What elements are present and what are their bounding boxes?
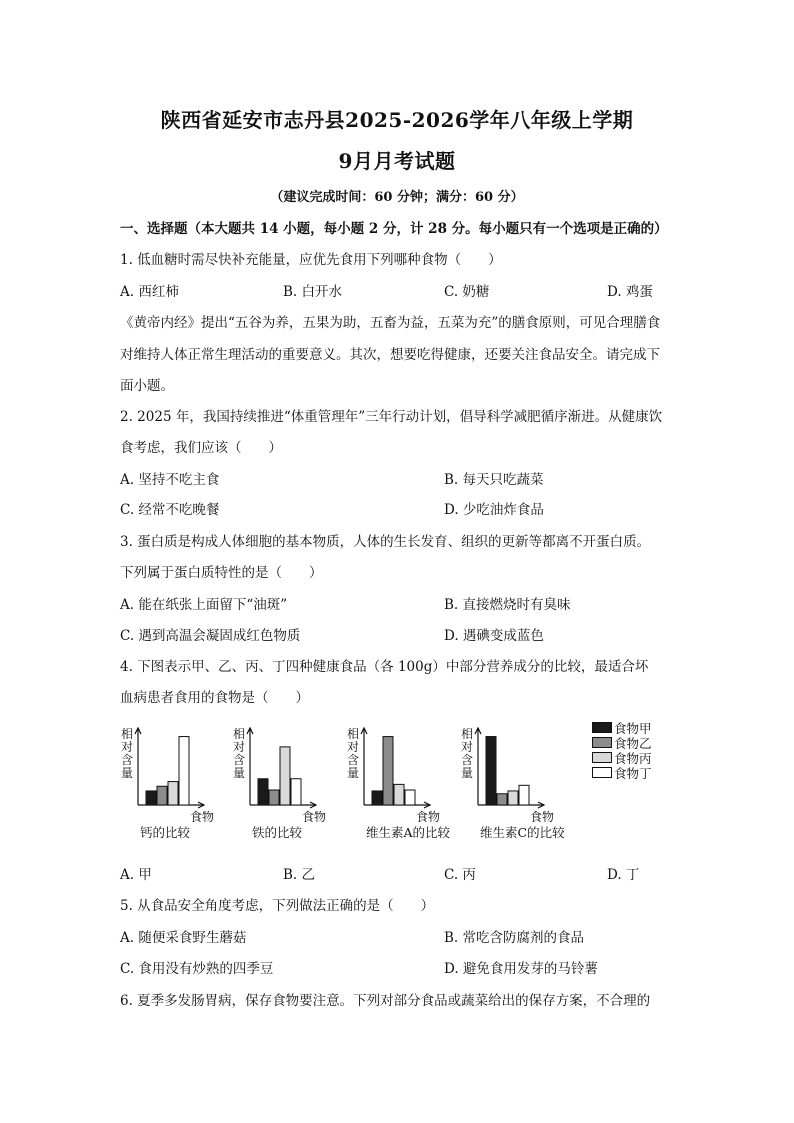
legend-swatch-bing <box>592 752 612 763</box>
q4-option-d: D. 丁 <box>607 867 640 883</box>
chart-4-caption: 维生素C的比较 <box>480 825 565 840</box>
chart-2-svg <box>230 722 342 852</box>
chart-4-xlabel: 食物 <box>530 810 555 824</box>
chart-1-xlabel: 食物 <box>190 810 215 824</box>
q2-option-b: B. 每天只吃蔬菜 <box>444 472 544 488</box>
chart-1 <box>118 722 230 856</box>
q4-option-c: C. 丙 <box>444 867 476 883</box>
question-3-stem-line-2: 下列属于蛋白质特性的是（ ） <box>120 565 323 581</box>
page-subtitle: 9月月考试题 <box>338 149 456 173</box>
legend-swatch-ding <box>592 767 612 778</box>
q2-option-a: A. 坚持不吃主食 <box>120 472 220 488</box>
chart-4-svg <box>458 722 570 852</box>
q3-option-d: D. 遇碘变成蓝色 <box>444 628 544 644</box>
chart-4-bar-2 <box>497 794 507 805</box>
chart-3-bar-1 <box>372 791 382 805</box>
section-heading: 一、选择题（本大题共 14 小题，每小题 2 分，计 28 分。每小题只有一个选项是正确的） <box>120 221 668 237</box>
chart-1-ylabel: 相对含量 <box>121 727 134 780</box>
question-4-stem-line-1: 4. 下图表示甲、乙、丙、丁四种健康食品（各 100g）中部分营养成分的比较，最适合坏 <box>120 659 649 675</box>
chart-4-bar-3 <box>508 791 518 805</box>
chart-1-bar-1 <box>146 791 156 805</box>
chart-3 <box>344 722 456 856</box>
chart-3-bar-2 <box>383 737 393 805</box>
chart-1-caption: 钙的比较 <box>140 825 191 840</box>
chart-legend <box>592 720 652 780</box>
exam-meta: （建议完成时间：60 分钟；满分：60 分） <box>270 190 524 205</box>
passage-line-3: 面小题。 <box>120 378 174 394</box>
q1-option-c: C. 奶糖 <box>444 284 490 300</box>
chart-4-ylabel: 相对含量 <box>461 727 474 780</box>
question-5-stem: 5. 从食品安全角度考虑，下列做法正确的是（ ） <box>120 898 435 914</box>
chart-1-bar-2 <box>157 786 167 805</box>
chart-4 <box>458 722 570 856</box>
q5-option-a: A. 随便采食野生蘑菇 <box>120 930 247 946</box>
q5-option-d: D. 避免食用发芽的马铃薯 <box>444 961 598 977</box>
question-6-stem: 6. 夏季多发肠胃病，保存食物要注意。下列对部分食品或蔬菜给出的保存方案，不合理的 <box>120 993 651 1009</box>
legend-label-ding: 食物丁 <box>614 765 652 781</box>
q4-option-a: A. 甲 <box>120 867 152 883</box>
q3-option-a: A. 能在纸张上面留下“油斑” <box>120 597 288 613</box>
q1-option-d: D. 鸡蛋 <box>607 284 653 300</box>
chart-2-caption: 铁的比较 <box>252 825 303 840</box>
chart-1-svg <box>118 722 230 852</box>
q1-option-a: A. 西红柿 <box>120 284 179 300</box>
chart-3-svg <box>344 722 456 852</box>
chart-3-ylabel: 相对含量 <box>347 727 360 780</box>
chart-3-bar-4 <box>405 790 415 805</box>
q2-option-d: D. 少吃油炸食品 <box>444 502 544 518</box>
question-2-stem-line-1: 2. 2025 年，我国持续推进“体重管理年”三年行动计划，倡导科学减肥循序渐进。从健康饮 <box>120 409 663 425</box>
question-2-stem-line-2: 食考虑，我们应该（ ） <box>120 440 282 456</box>
chart-2-xlabel: 食物 <box>302 810 327 824</box>
chart-2-bar-4 <box>291 779 301 805</box>
q5-option-c: C. 食用没有炒熟的四季豆 <box>120 961 274 977</box>
chart-1-bar-4 <box>179 737 189 805</box>
q1-option-b: B. 白开水 <box>283 284 343 300</box>
chart-2-bar-1 <box>258 779 268 805</box>
chart-1-bar-3 <box>168 782 178 805</box>
question-4-stem-line-2: 血病患者食用的食物是（ ） <box>120 690 309 706</box>
legend-label-bing: 食物丙 <box>614 750 652 766</box>
chart-4-bar-4 <box>519 785 529 805</box>
chart-2-ylabel: 相对含量 <box>233 727 246 780</box>
chart-2 <box>230 722 342 856</box>
page-title: 陕西省延安市志丹县2025-2026学年八年级上学期 <box>160 108 634 132</box>
legend-label-yi: 食物乙 <box>614 735 652 751</box>
chart-3-caption: 维生素A的比较 <box>366 825 451 840</box>
passage-line-1: 《黄帝内经》提出“五谷为养，五果为助，五畜为益，五菜为充”的膳食原则，可见合理膳食 <box>120 315 661 331</box>
legend-swatch-yi <box>592 737 612 748</box>
legend-swatch-jia <box>592 722 612 733</box>
chart-4-bar-1 <box>486 737 496 805</box>
passage-line-2: 对维持人体正常生理活动的重要意义。其次，想要吃得健康，还要关注食品安全。请完成下 <box>120 347 660 363</box>
chart-3-bar-3 <box>394 784 404 805</box>
q5-option-b: B. 常吃含防腐剂的食品 <box>444 930 585 946</box>
q3-option-b: B. 直接燃烧时有臭味 <box>444 597 571 613</box>
legend-item-ding <box>592 765 652 780</box>
question-1-stem: 1. 低血糖时需尽快补充能量，应优先食用下列哪种食物（ ） <box>120 252 502 268</box>
chart-3-xlabel: 食物 <box>416 810 441 824</box>
q3-option-c: C. 遇到高温会凝固成红色物质 <box>120 628 301 644</box>
q4-option-b: B. 乙 <box>283 867 316 883</box>
chart-2-bar-3 <box>280 747 290 805</box>
question-3-stem-line-1: 3. 蛋白质是构成人体细胞的基本物质，人体的生长发育、组织的更新等都离不开蛋白质。 <box>120 534 651 550</box>
legend-label-jia: 食物甲 <box>614 720 652 736</box>
q2-option-c: C. 经常不吃晚餐 <box>120 502 220 518</box>
chart-2-bar-2 <box>269 790 279 805</box>
